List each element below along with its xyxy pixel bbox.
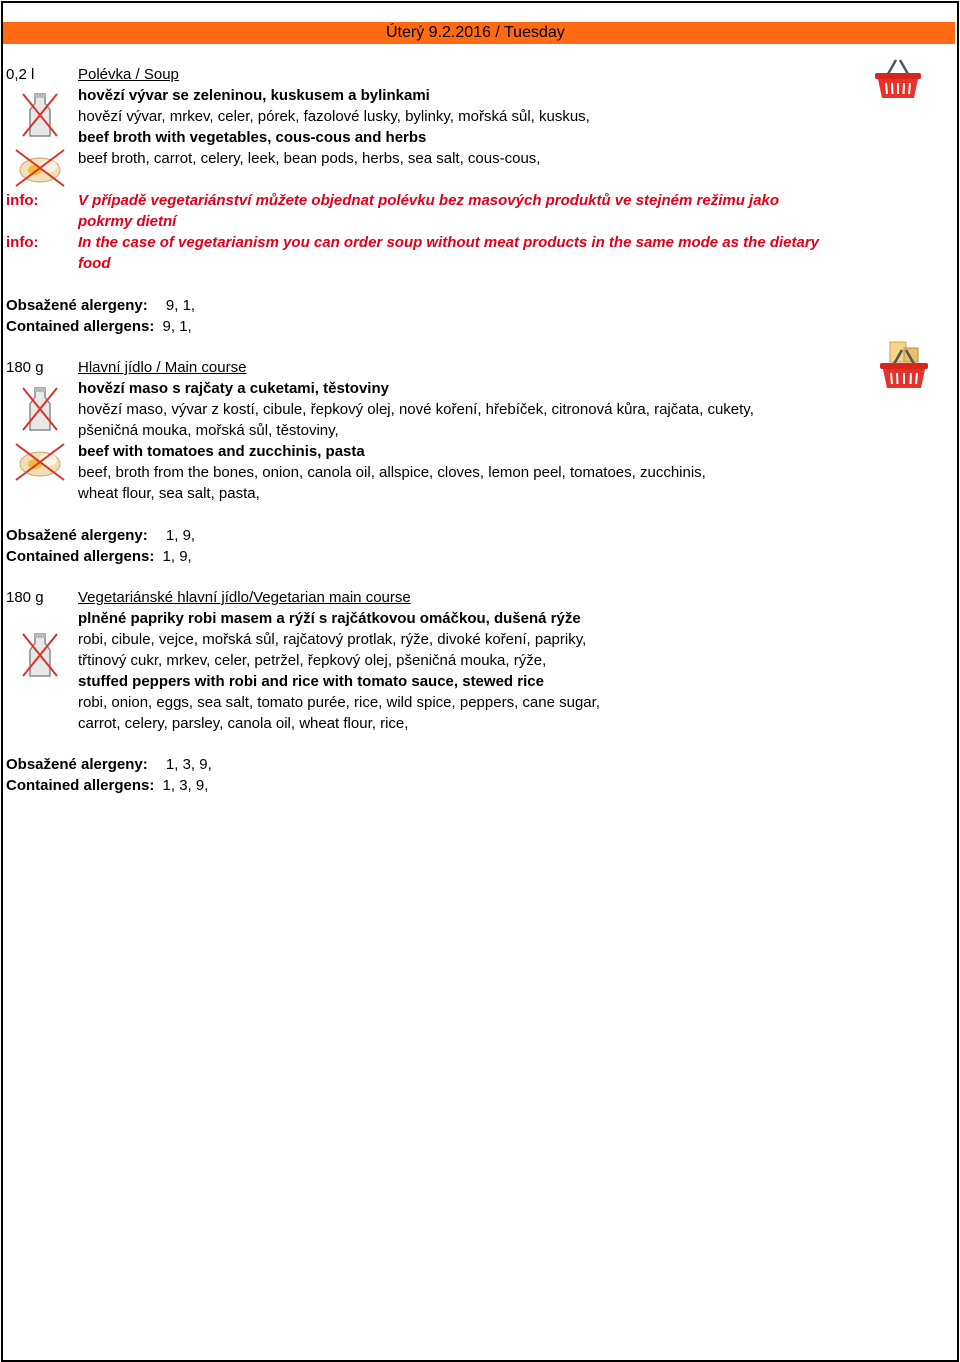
allergens-cz-label: Obsažené alergeny:: [6, 297, 148, 314]
veg-allergens-en: [6, 775, 208, 796]
allergens-cz-label: Obsažené alergeny:: [6, 527, 148, 544]
veg-heading: Vegetariánské hlavní jídlo/Vegetarian main course: [78, 589, 411, 606]
allergens-en-label: Contained allergens:: [6, 548, 155, 565]
soup-allergens-en: [6, 316, 192, 337]
veg-allergens-cz: [6, 754, 212, 775]
main-ingredients-en-line1: beef, broth from the bones, onion, canola oil, allspice, cloves, lemon peel, tomatoes, zucchinis,: [78, 464, 706, 481]
allergens-en-label: Contained allergens:: [6, 777, 155, 794]
soup-ingredients-en: beef broth, carrot, celery, leek, bean pods, herbs, sea salt, cous-cous,: [78, 150, 541, 167]
soup-ingredients-cz: hovězí vývar, mrkev, celer, pórek, fazolové lusky, bylinky, mořská sůl, kuskus,: [78, 108, 590, 125]
no-egg-icon: [12, 440, 68, 482]
veg-name-cz: plněné papriky robi masem a rýží s rajčátkovou omáčkou, dušená rýže: [78, 610, 581, 627]
main-allergens-cz: [6, 525, 195, 546]
veg-ingredients-en-line2: carrot, celery, parsley, canola oil, wheat flour, rice,: [78, 715, 409, 732]
main-heading: Hlavní jídlo / Main course: [78, 359, 247, 376]
main-name-en: beef with tomatoes and zucchinis, pasta: [78, 443, 365, 460]
soup-name-en: beef broth with vegetables, cous-cous and herbs: [78, 129, 427, 146]
main-ingredients-en-line2: wheat flour, sea salt, pasta,: [78, 485, 260, 502]
veg-ingredients-cz-line1: robi, cibule, vejce, mořská sůl, rajčatový protlak, rýže, divoké koření, papriky,: [78, 631, 587, 648]
basket-icon: [876, 338, 932, 392]
soup-heading: Polévka / Soup: [78, 66, 179, 83]
soup-info-en-line2: food: [78, 255, 111, 272]
allergens-en-label: Contained allergens:: [6, 318, 155, 335]
allergens-cz-value: 1, 3, 9,: [165, 756, 212, 773]
veg-quantity: 180 g: [6, 589, 44, 606]
soup-allergens-cz: [6, 295, 195, 316]
main-ingredients-cz-line1: hovězí maso, vývar z kostí, cibule, řepkový olej, nové koření, hřebíček, citronová kůra, rajčata, cukety,: [78, 401, 754, 418]
header-date: Úterý 9.2.2016 / Tuesday: [386, 24, 565, 41]
soup-info-label-cz: info:: [6, 192, 39, 209]
soup-info-cz-line2: pokrmy dietní: [78, 213, 177, 230]
main-allergens-en: [6, 546, 192, 567]
soup-quantity: 0,2 l: [6, 66, 35, 83]
soup-name-cz: hovězí vývar se zeleninou, kuskusem a bylinkami: [78, 87, 430, 104]
allergens-cz-value: 1, 9,: [165, 527, 196, 544]
main-name-cz: hovězí maso s rajčaty a cuketami, těstoviny: [78, 380, 389, 397]
veg-ingredients-cz-line2: třtinový cukr, mrkev, celer, petržel, řepkový olej, pšeničná mouka, rýže,: [78, 652, 547, 669]
allergens-cz-value: 9, 1,: [165, 297, 196, 314]
allergens-en-value: 1, 3, 9,: [162, 777, 209, 794]
no-egg-icon: [12, 146, 68, 188]
no-milk-icon: [20, 384, 60, 434]
allergens-cz-label: Obsažené alergeny:: [6, 756, 148, 773]
allergens-en-value: 9, 1,: [162, 318, 192, 335]
veg-name-en: stuffed peppers with robi and rice with tomato sauce, stewed rice: [78, 673, 544, 690]
allergens-en-value: 1, 9,: [162, 548, 192, 565]
main-ingredients-cz-line2: pšeničná mouka, mořská sůl, těstoviny,: [78, 422, 339, 439]
main-quantity: 180 g: [6, 359, 44, 376]
soup-info-en-line1: In the case of vegetarianism you can order soup without meat products in the same mode as the dietary: [78, 234, 820, 251]
no-milk-icon: [20, 630, 60, 680]
no-milk-icon: [20, 90, 60, 140]
veg-ingredients-en-line1: robi, onion, eggs, sea salt, tomato purée, rice, wild spice, peppers, cane sugar,: [78, 694, 600, 711]
basket-icon: [872, 56, 924, 102]
soup-info-cz-line1: V případě vegetariánství můžete objednat polévku bez masových produktů ve stejném režimu jako: [78, 192, 780, 209]
soup-info-label-en: info:: [6, 234, 39, 251]
